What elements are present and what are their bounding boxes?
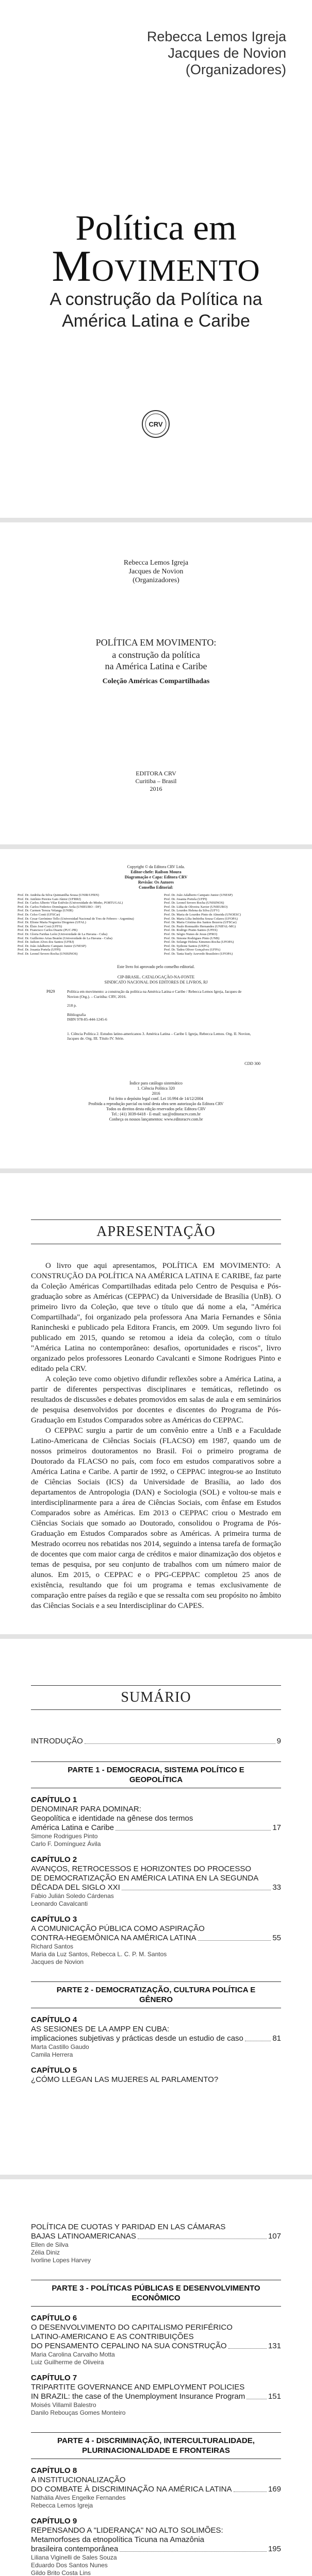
toc-chapter-last-line xyxy=(31,2034,281,2043)
toc-chapter[interactable] xyxy=(31,2466,281,2510)
cover-subtitle-line2: América Latina e Caribe xyxy=(62,311,250,331)
toc-chapter[interactable] xyxy=(31,2015,281,2059)
toc-page-number: 81 xyxy=(272,2034,281,2043)
toc-leader xyxy=(228,2348,267,2349)
toc-chapter-number: CAPÍTULO 8 xyxy=(31,2466,77,2475)
catalog-cdd: CDD 300 xyxy=(244,1061,260,1066)
toc-chapter[interactable] xyxy=(31,2517,281,2576)
toc-chapter-number: CAPÍTULO 9 xyxy=(31,2517,77,2526)
half-title-authors xyxy=(0,558,312,585)
toc-leader xyxy=(116,1830,271,1831)
presentation-heading: APRESENTAÇÃO xyxy=(96,1224,216,1240)
board-member: Prof. Dr. Sydione Santos (UEPG) xyxy=(164,944,209,948)
toc-chapter-title: DO PENSAMENTO CEPALINO NA SUA CONSTRUÇÃO xyxy=(31,2342,227,2350)
board-member: Prof. Dr. Celso Conti (UFSCar) xyxy=(18,912,60,917)
cover-subtitle xyxy=(0,289,312,332)
board-member: Prof. Dr. Elione Maria Nogueira Diogenes (UFAL) xyxy=(18,921,86,925)
board-member: Prof. Dr. Carlos Alberto Vilar Estêvão (Universidade do Minho, PORTUGAL) xyxy=(18,901,123,905)
toc-page-number: 55 xyxy=(272,1934,281,1942)
catalog-body xyxy=(67,989,253,1041)
toc-entry-intro[interactable] xyxy=(31,1737,281,1746)
board-member: Prof. Dr. Andréia da Silva Quintanilha Sousa (UNIR/UFRN) xyxy=(18,893,99,897)
legal-line: Índice para catálogo sistemático xyxy=(129,1081,183,1086)
publisher-name: EDITORA CRV xyxy=(136,770,176,777)
toc-page-number: 169 xyxy=(268,2485,281,2494)
half-title-page xyxy=(0,522,312,844)
toc-part-block xyxy=(31,2280,281,2307)
toc-chapter-number: CAPÍTULO 5 xyxy=(31,2066,77,2075)
toc-chapter-title: A COMUNICAÇÃO PÚBLICA COMO ASPIRAÇÃO xyxy=(31,1924,205,1933)
board-member: Prof. Dr. João Adalberto Campato Junior (UNESP) xyxy=(18,944,86,948)
toc-chapter-title: DE DEMOCRATIZAÇÃO EN AMÉRICA LATINA EN LA SEGUNDA xyxy=(31,1874,259,1883)
toc-chapter-number: CAPÍTULO 1 xyxy=(31,1795,77,1804)
part-rule xyxy=(31,2306,281,2307)
revision-line: Revisão: Os Autores xyxy=(138,880,174,885)
toc-chapter-title: AS SESIONES DE LA AMPP EN CUBA: xyxy=(31,2025,170,2033)
board-member: Prof. Dr. Gloria Fariñas León (Universidade de La Havana - Cuba) xyxy=(18,932,107,936)
part-rule xyxy=(31,1761,281,1762)
toc-chapter-author: Fabio Julián Soledo Cárdenas xyxy=(31,1892,114,1900)
board-member: Prof. Dr. Francisco Carlos Duarte (PUC-PR) xyxy=(18,928,78,933)
board-member: Prof. Dr. João Adalberto Campato Junior (UNESP) xyxy=(164,893,233,897)
toc-chapter-author: Luiz Guilherme de Oliveira xyxy=(31,2359,104,2366)
board-member: Prof. Dr. Guillermo Arias Beatón (Universidade de La Havana - Cuba) xyxy=(18,936,112,940)
board-member: Prof. Dr. Solange Helena Ximenes-Rocha (UFOPA) xyxy=(164,940,234,944)
credits-header xyxy=(0,865,312,890)
toc-page-number: 17 xyxy=(272,1823,281,1832)
board-member: Prof. Dr. Carlos Federico Domínguez Avila (UNIEURO - DF) xyxy=(18,905,101,909)
toc-chapter[interactable] xyxy=(31,2066,281,2084)
toc-chapter-title: Geopolítica e identidade na gênese dos termos xyxy=(31,1814,193,1823)
page-separator xyxy=(0,518,312,522)
board-member: Prof. Dr. Maria Lília Imbiriba Sousa Colares (UFOPA) xyxy=(164,917,238,921)
toc-chapter-author: Camila Herrera xyxy=(31,2051,73,2058)
toc-page-number: 33 xyxy=(272,1883,281,1892)
editor-line: Editor-chefe: Railson Moura xyxy=(130,870,182,874)
half-title-title: POLÍTICA EM MOVIMENTO: xyxy=(95,637,217,648)
toc-chapter-author: Ellen de Silva xyxy=(31,2241,69,2248)
toc-chapter-title: A INSTITUCIONALIZAÇÃO xyxy=(31,2476,126,2484)
toc-leader xyxy=(85,1743,275,1744)
contents-page-continued xyxy=(0,2179,312,2576)
header-rule xyxy=(31,1709,281,1710)
toc-chapter-title: DÉCADA DEL SIGLO XXI xyxy=(31,1883,120,1892)
catalog-bibliography: Bibliografia xyxy=(67,1012,86,1017)
toc-part-title: PARTE 4 - DISCRIMINAÇÃO, INTERCULTURALIDADE, PLURINACIONALIDADE E FRONTEIRAS xyxy=(57,2436,255,2455)
toc-chapter-author: Ivorline Lopes Harvey xyxy=(31,2257,91,2264)
toc-part-title: PARTE 2 - DEMOCRATIZAÇÃO, CULTURA POLÍTICA E GÊNERO xyxy=(56,1986,256,2004)
toc-chapter-author: Jacques de Novion xyxy=(31,1958,84,1965)
legal-line: Todos os direitos desta edição reservados pela: Editora CRV xyxy=(106,1107,206,1111)
toc-chapter-author: Moisés Villamil Balestro xyxy=(31,2401,96,2409)
toc-chapter-author: Liliana Viginelli de Sales Souza xyxy=(31,2554,117,2561)
review-note: Este livro foi aprovado pelo conselho editorial. xyxy=(117,964,195,969)
page-separator xyxy=(0,844,312,849)
toc-chapter-author: Gildo Brito Costa Lins xyxy=(31,2569,91,2576)
copyright-line: Copyright © da Editora CRV Ltda. xyxy=(127,865,185,869)
credits-page xyxy=(0,849,312,1168)
toc-page-number: 195 xyxy=(268,2545,281,2553)
toc-chapter-author: Nathália Alves Engelke Fernandes xyxy=(31,2494,126,2501)
toc-chapter-last-line xyxy=(31,2342,281,2351)
toc-chapter-title: BAJAS LATINOAMERICANAS xyxy=(31,2232,136,2241)
page-separator xyxy=(0,2175,312,2179)
half-title-organizers: (Organizadores) xyxy=(133,577,179,584)
toc-page-number: 9 xyxy=(276,1737,281,1745)
publisher-logo-icon xyxy=(141,410,170,438)
legal-line: Foi feito o depósito legal conf. Lei 10.994 de 14/12/2004 xyxy=(109,1096,203,1101)
toc-chapter-title: TRIPARTITE GOVERNANCE AND EMPLOYMENT POLICIES xyxy=(31,2383,245,2392)
catalog-subtitle: SINDICATO NACIONAL DOS EDITORES DE LIVROS, RJ xyxy=(104,980,208,985)
board-member: Prof. Dr. Paulo Romualdo Hernandes (UNIFAL-MG) xyxy=(164,924,236,928)
toc-chapter-title: América Latina e Caribe xyxy=(31,1823,114,1832)
toc-leader xyxy=(120,2551,267,2552)
toc-chapter[interactable] xyxy=(31,2314,281,2366)
collection-name: Coleção Américas Compartilhadas xyxy=(102,677,210,685)
page-separator xyxy=(0,1634,312,1639)
legal-line: Proibida a reprodução parcial ou total desta obra sem autorização da Editora CRV xyxy=(88,1101,224,1106)
part-rule xyxy=(31,2432,281,2433)
toc-chapter-title: DENOMINAR PARA DOMINAR: xyxy=(31,1805,141,1814)
part-rule xyxy=(31,1981,281,1982)
half-title-author-1: Rebecca Lemos Igreja xyxy=(123,559,189,567)
toc-chapter-title: AVANÇOS, RETROCESSOS E HORIZONTES DO PROCESSO xyxy=(31,1865,252,1873)
toc-chapter-title: Metamorfoses da etnopolítica Ticuna na Amazônia xyxy=(31,2535,205,2544)
board-member: Prof. Dr. Tadeu Oliver Gonçalves (UFPA) xyxy=(164,948,221,952)
toc-chapter-last-line xyxy=(31,1823,281,1833)
board-member: Prof. Dr. Jailson Alves dos Santos (UFRJ) xyxy=(18,940,74,944)
legal-line: 2016 xyxy=(152,1091,160,1096)
toc-chapter-author: Simone Rodrigues Pinto xyxy=(31,1833,98,1840)
half-title-subtitle-2: na América Latina e Caribe xyxy=(105,661,207,671)
toc-page-number: 131 xyxy=(268,2342,281,2350)
board-member: Prof. Dr. Maria Cristina dos Santos Bezerra (UFSCar) xyxy=(164,921,237,925)
catalog-pages: 218 p. xyxy=(67,1003,77,1008)
toc-part-block xyxy=(31,2432,281,2459)
toc-chapter[interactable] xyxy=(31,1855,281,1908)
cover-subtitle-line1: A construção da Política na xyxy=(50,290,262,309)
catalog-title: CIP-BRASIL. CATALOGAÇÃO-NA-FONTE xyxy=(117,975,195,979)
toc-chapter-last-line xyxy=(31,2232,281,2241)
catalog-entry: Política em movimento: a construção da política na América Latina e Caribe / Rebecca Lemos Igreja, Jacques de Novion (Org.). – Curitiba: CRV, 2016. xyxy=(67,989,242,999)
board-member: Prof. Dr. Élsio José Corá (UFFS) xyxy=(18,924,62,928)
toc-chapter[interactable] xyxy=(31,2223,281,2264)
toc-chapter-author: Danilo Rebouças Gomes Monteiro xyxy=(31,2409,126,2416)
toc-part-block xyxy=(31,1981,281,2008)
toc-chapter-title: REPENSANDO A "LIDERANÇA" NO ALTO SOLIMÕES: xyxy=(31,2526,223,2535)
editorial-board-left xyxy=(18,893,152,956)
toc-chapter-author: Leonardo Cavalcanti xyxy=(31,1900,88,1907)
toc-chapter-title: IN BRAZIL: the case of the Unemployment Insurance Program xyxy=(31,2392,245,2401)
presentation-paragraph: O CEPPAC surgiu a partir de um convênio entre a UnB e a Faculdade Latino-Americana de Ciências Sociais (FLACSO) em 1987, quando um de nossos primeiros doutoramentos no Brasil. Foi o primeiro programa de Doutorado da FLACSO no país, com foco em estudos comparativos sobre a América Latina e Caribe. A partir de 1992, o CEPPAC integrou-se ao Instituto de Ciências Sociais (ICS) da Universidade de Brasília, ao lado dos departamentos de Antropologia (DAN) e Sociologia (SOL) e voltou-se mais e interdisciplinarmente para a área de Ciências Sociais, com ênfase em Estudos Comparados sobre as Américas. Em 2013 o CEPPAC criou o Mestrado em Ciências Sociais que somado ao Doutorado, consolidou o Programa de Pós-Graduação em Estudos Comparados sobre as Américas. A primeira turma de Mestrado ocorreu nos rebatidas nos 2014, seguindo a intensa tarefa de formação de docentes que com maior carga de créditos e maior dinamização dos objetos e temas de pesquisa, por seu conjunto de trabalhos com um número maior de alunos. Em 2015, o CEPPAC e o PPG-CEPPAC completou 25 anos de existência, resultando que foi um programa e temas exclusivamente de comparação entre países da região e que se ressalta com seu propósito no âmbito das Ciências Sociais e a seu Interdisciplinar do CAPES. xyxy=(31,1427,281,1610)
toc-chapter-author: Maria da Luz Santos, Rebecca L. C. P. M. Santos xyxy=(31,1951,167,1958)
board-member: Prof. Dr. Leonel Severo Rocha (UNISINOS) xyxy=(164,901,224,905)
toc-chapter-last-line xyxy=(31,2392,281,2401)
half-title-author-2: Jacques de Novion xyxy=(128,568,184,575)
catalog-code: P829 xyxy=(46,989,55,994)
header-rule xyxy=(31,1685,281,1686)
board-member: Prof. Dr. Josania Portela (UFPI) xyxy=(164,897,207,901)
header-rule xyxy=(31,1219,281,1220)
board-member: Prof. Dr. Simone Rodrigues Pinto (UNB) xyxy=(164,936,220,940)
publication-year: 2016 xyxy=(150,785,162,792)
cover-organizers-note: (Organizadores) xyxy=(185,62,286,77)
board-member: Prof. Dr. Rodrigo Pratte-Santos (UFES) xyxy=(164,928,218,933)
toc-chapter-title: O DESENVOLVIMENTO DO CAPITALISMO PERIFÉRICO xyxy=(31,2323,233,2332)
half-title-subtitle-1: a construção da política xyxy=(112,650,200,660)
toc-chapter-last-line xyxy=(31,2545,281,2554)
legal-block xyxy=(0,1081,312,1122)
toc-page-number: 151 xyxy=(268,2392,281,2401)
toc-chapter-author: Marta Castillo Gaudo xyxy=(31,2043,89,2050)
catalog-subjects: 1. Ciência Política 2. Estudos latino-americanos 3. América Latina – Caribe I. Igreja, Rebecca Lemos. Org. II. Novion, Jacques de. Org. III. Título IV. Série. xyxy=(67,1031,251,1041)
cover-title-line2: Movimento xyxy=(52,241,260,291)
toc-chapter[interactable] xyxy=(31,2374,281,2417)
toc-chapter-last-line xyxy=(31,1883,281,1892)
board-member: Prof. Dr. Leonel Severo Rocha (UNISINOS) xyxy=(18,952,78,956)
toc-chapter-last-line xyxy=(31,2485,281,2494)
toc-chapter-author: Carlo F. Domínguez Ávila xyxy=(31,1840,101,1848)
toc-chapter-author: Zélia Diniz xyxy=(31,2249,60,2256)
toc-chapter-author: Richard Santos xyxy=(31,1943,74,1950)
toc-part-title: PARTE 1 - DEMOCRACIA, SISTEMA POLÍTICO E GEOPOLÍTICA xyxy=(68,1766,244,1784)
toc-chapter[interactable] xyxy=(31,1915,281,1966)
toc-chapter-last-line xyxy=(31,2075,281,2084)
contents-header xyxy=(31,1685,281,1710)
presentation-body xyxy=(31,1261,281,1611)
cover-title-line1: Política em xyxy=(75,208,237,247)
board-member: Prof. Dr. Lourdes Helena da Silva (UFV) xyxy=(164,909,220,913)
toc-page-number: 107 xyxy=(268,2232,281,2241)
toc-chapter-title: CONTRA-HEGEMÔNICA NA AMÉRICA LATINA xyxy=(31,1934,196,1942)
presentation-header xyxy=(31,1219,281,1244)
toc-part-block xyxy=(31,1761,281,1788)
toc-part-title: PARTE 3 - POLÍTICAS PÚBLICAS E DESENVOLVIMENTO ECONÔMICO xyxy=(52,2284,260,2302)
contents-list-continued xyxy=(31,2215,281,2576)
toc-chapter-title: POLÍTICA DE CUOTAS Y PARIDAD EN LAS CÁMARAS xyxy=(31,2223,226,2231)
layout-line: Diagramação e Capa: Editora CRV xyxy=(124,875,188,879)
board-member: Prof. Dr. Josania Portela (UFPI) xyxy=(18,948,61,952)
page-separator xyxy=(0,1168,312,1173)
legal-line: Conheça os nossos lançamentos: www.editoracrv.com.br xyxy=(109,1117,203,1122)
toc-chapter-title: DO COMBATE À DISCRIMINAÇÃO NA AMÉRICA LATINA xyxy=(31,2485,232,2494)
presentation-paragraph: A coleção teve como objetivo difundir reflexões sobre a América Latina, a partir de diferentes perspectivas disciplinares e temáticas, refletindo os resultados de discussões e debates promovidos em salas de aula e em seminários de pesquisa desenvolvidos por docentes e discentes do Programa de Pós-Graduação em Estudos Comparados sobre as Américas do CEPPAC. xyxy=(31,1375,281,1425)
editorial-board-right xyxy=(164,893,298,956)
legal-line: 1. Ciência Política 320 xyxy=(137,1086,175,1091)
toc-chapter-author: Maria Carolina Carvalho Motta xyxy=(31,2351,115,2358)
cover-page xyxy=(0,0,312,518)
publisher-city: Curitiba – Brasil xyxy=(135,777,177,785)
board-member: Prof. Dr. Sérgio Nunes de Jesus (IFRO) xyxy=(164,932,218,936)
toc-parts xyxy=(31,1761,281,2084)
board-member: Prof. Dr. Tania Suely Azevedo Brasileiro (UFOPA) xyxy=(164,952,233,956)
contents-heading: SUMÁRIO xyxy=(121,1689,191,1705)
toc-chapter-number: CAPÍTULO 2 xyxy=(31,1855,77,1864)
toc-chapter-title: ¿CÓMO LLEGAN LAS MUJERES AL PARLAMENTO? xyxy=(31,2075,219,2084)
toc-chapter-title: implicaciones subjetivas y prácticas desde un estudio de caso xyxy=(31,2034,243,2043)
board-member: Prof. Dr. Carmen Tereza Velanga (UNIR) xyxy=(18,909,73,913)
board-member: Prof. Dr. Maria de Lourdes Pinto de Almeida (UNOESC) xyxy=(164,912,241,917)
toc-chapter-number: CAPÍTULO 3 xyxy=(31,1915,77,1924)
toc-entry-label: INTRODUÇÃO xyxy=(31,1737,83,1745)
toc-leader xyxy=(198,1940,271,1941)
toc-chapter-number: CAPÍTULO 6 xyxy=(31,2314,77,2323)
board-heading: Conselho Editorial: xyxy=(139,885,173,890)
toc-chapter-number: CAPÍTULO 7 xyxy=(31,2374,77,2382)
cover-author-2: Jacques de Novion xyxy=(168,45,286,61)
toc-chapter-number: CAPÍTULO 4 xyxy=(31,2015,77,2024)
cover-authors xyxy=(147,28,286,78)
toc-chapter-last-line xyxy=(31,1934,281,1943)
contents-list xyxy=(31,1737,281,2084)
toc-chapter-title: brasileira contemporânea xyxy=(31,2545,119,2553)
toc-chapter[interactable] xyxy=(31,1795,281,1848)
board-member: Prof. Dr. Antônio Pereira Gaio Júnior (UFRRJ) xyxy=(18,897,81,901)
toc-chapter-author: Eduardo Dos Santos Nunes xyxy=(31,2562,108,2569)
cover-author-1: Rebecca Lemos Igreja xyxy=(146,29,286,44)
legal-line: Tel.: (41) 3039-6418 - E-mail: sac@editoracrv.com.br xyxy=(111,1112,201,1116)
contents-page xyxy=(0,1639,312,2175)
toc-chapter-title: LATINO-AMERICANO E AS CONTRIBUIÇÕES xyxy=(31,2332,194,2341)
presentation-paragraph: O livro que aqui apresentamos, POLÍTICA EM MOVIMENTO: A CONSTRUÇÃO DA POLÍTICA NA AMÉRICA LATINA E CARIBE, faz parte da Coleção Américas Compartilhadas editada pelo Centro de Pesquisa e Pós-graduação sobre as Américas (CEPPAC) da Universidade de Brasília (UnB). O primeiro livro da Coleção, que teve o título que dá nome a ela, "América Compartilhada", foi organizado pela professora Ana Maria Fernandes e Sônia Ranincheski e publicado pela Editora Francis, em 2009. Um segundo livro foi publicado em 2015, quando se retomou a ideia da coleção, com o título "América Latina no contemporâneo: desafios, oportunidades e riscos", livro organizado pelos professores Leonardo Cavalcanti e Simone Rodrigues Pinto e editado pela CRV. xyxy=(31,1262,281,1373)
presentation-page xyxy=(0,1173,312,1634)
toc-chapter-author: Rebecca Lemos Igreja xyxy=(31,2502,93,2509)
board-member: Prof. Dr. Cesar Gerónimo Tello (Universidad Nacional de Tres de Febrero - Argentina) xyxy=(18,917,134,921)
board-member: Prof. Dr. Lídia de Oliveira Xavier (UNIEURO) xyxy=(164,905,228,909)
catalog-isbn: ISBN 978-85-444-1245-6 xyxy=(67,1017,107,1022)
publisher-logo-text: CRV xyxy=(149,420,163,428)
